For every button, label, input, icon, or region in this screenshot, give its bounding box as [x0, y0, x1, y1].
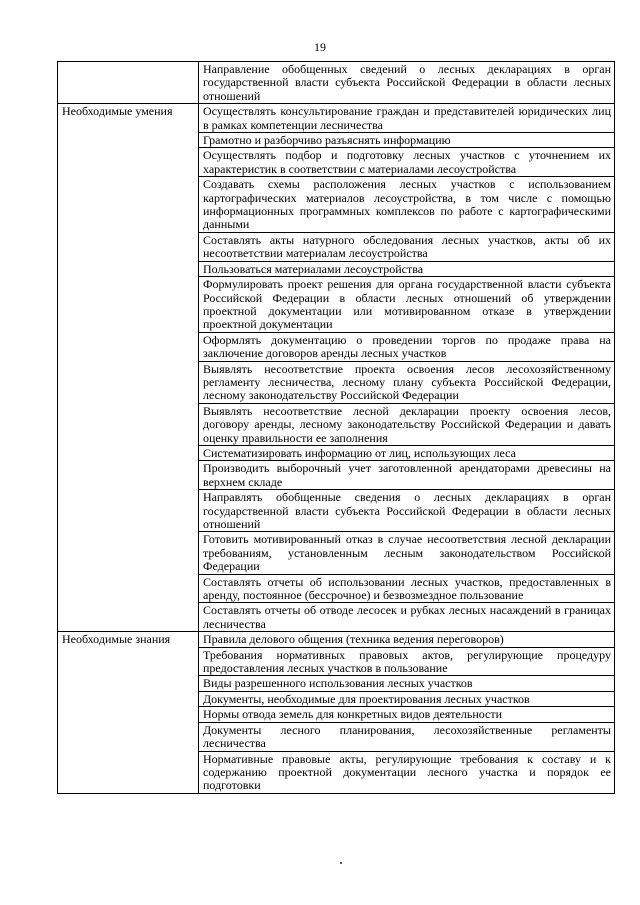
row-text: Пользоваться материалами лесоустройства — [199, 261, 615, 276]
row-text: Выявлять несоответствие лесной декларации проекту освоения лесов, договору аренды, лесному законодательству Российской Федерации и давать оценку правильности ее заполнения — [199, 403, 615, 445]
row-text: Оформлять документацию о проведении торгов по продаже права на заключение договоров аренды лесных участков — [199, 332, 615, 361]
row-text: Производить выборочный учет заготовленной арендаторами древесины на верхнем складе — [199, 461, 615, 490]
section-label-skills: Необходимые умения — [58, 104, 199, 632]
row-text: Правила делового общения (техника ведения переговоров) — [199, 632, 615, 647]
row-text: Готовить мотивированный отказ в случае несоответствия лесной декларации требованиям, установленным лесным законодательством Российской Федерации — [199, 532, 615, 574]
row-text: Требования нормативных правовых актов, регулирующие процедуру предоставления лесных участков в пользование — [199, 647, 615, 676]
table-row — [58, 104, 615, 133]
row-label — [58, 62, 199, 104]
page-number: 19 — [314, 40, 326, 54]
row-text: Осуществлять подбор и подготовку лесных участков с уточнением их характеристик в соответствии с материалами лесоустройства — [199, 148, 615, 177]
row-text: Нормы отвода земель для конкретных видов деятельности — [199, 707, 615, 722]
table-row — [58, 62, 615, 104]
row-text: Направлять обобщенные сведения о лесных декларациях в орган государственной власти субъекта Российской Федерации в области лесных отношений — [199, 490, 615, 532]
row-text: Систематизировать информацию от лиц, использующих леса — [199, 445, 615, 460]
row-text: Составлять отчеты об использовании лесных участков, предоставленных в аренду, постоянное (бессрочное) и безвозмездное пользование — [199, 574, 615, 603]
row-text: Создавать схемы расположения лесных участков с использованием картографических материалов лесоустройства, в том числе с помощью информационных программных комплексов по работе с картографическими данными — [199, 177, 615, 233]
scan-speck — [340, 862, 342, 864]
row-text: Составлять отчеты об отводе лесосек и рубках лесных насаждений в границах лесничества — [199, 603, 615, 632]
row-text: Формулировать проект решения для органа государственной власти субъекта Российской Федерации в области лесных отношений об утверждении проектной документации или мотивированном отказе в утверждении проектной документации — [199, 277, 615, 333]
competency-table — [57, 61, 615, 794]
section-label-knowledge: Необходимые знания — [58, 632, 199, 793]
table-row — [58, 632, 615, 647]
row-text: Документы, необходимые для проектирования лесных участков — [199, 691, 615, 706]
row-text: Виды разрешенного использования лесных участков — [199, 676, 615, 691]
row-text: Выявлять несоответствие проекта освоения лесов лесохозяйственному регламенту лесничества, лесному плану субъекта Российской Федерации, лесному законодательству Российской Федерации — [199, 361, 615, 403]
row-text: Составлять акты натурного обследования лесных участков, акты об их несоответствии материалам лесоустройства — [199, 232, 615, 261]
row-text: Грамотно и разборчиво разъяснять информацию — [199, 133, 615, 148]
row-text: Нормативные правовые акты, регулирующие требования к составу и к содержанию проектной документации лесного участка и порядок ее подготовки — [199, 751, 615, 793]
row-text: Осуществлять консультирование граждан и представителей юридических лиц в рамках компетенции лесничества — [199, 104, 615, 133]
row-text: Направление обобщенных сведений о лесных декларациях в орган государственной власти субъекта Российской Федерации в области лесных отношений — [199, 62, 615, 104]
row-text: Документы лесного планирования, лесохозяйственные регламенты лесничества — [199, 722, 615, 751]
